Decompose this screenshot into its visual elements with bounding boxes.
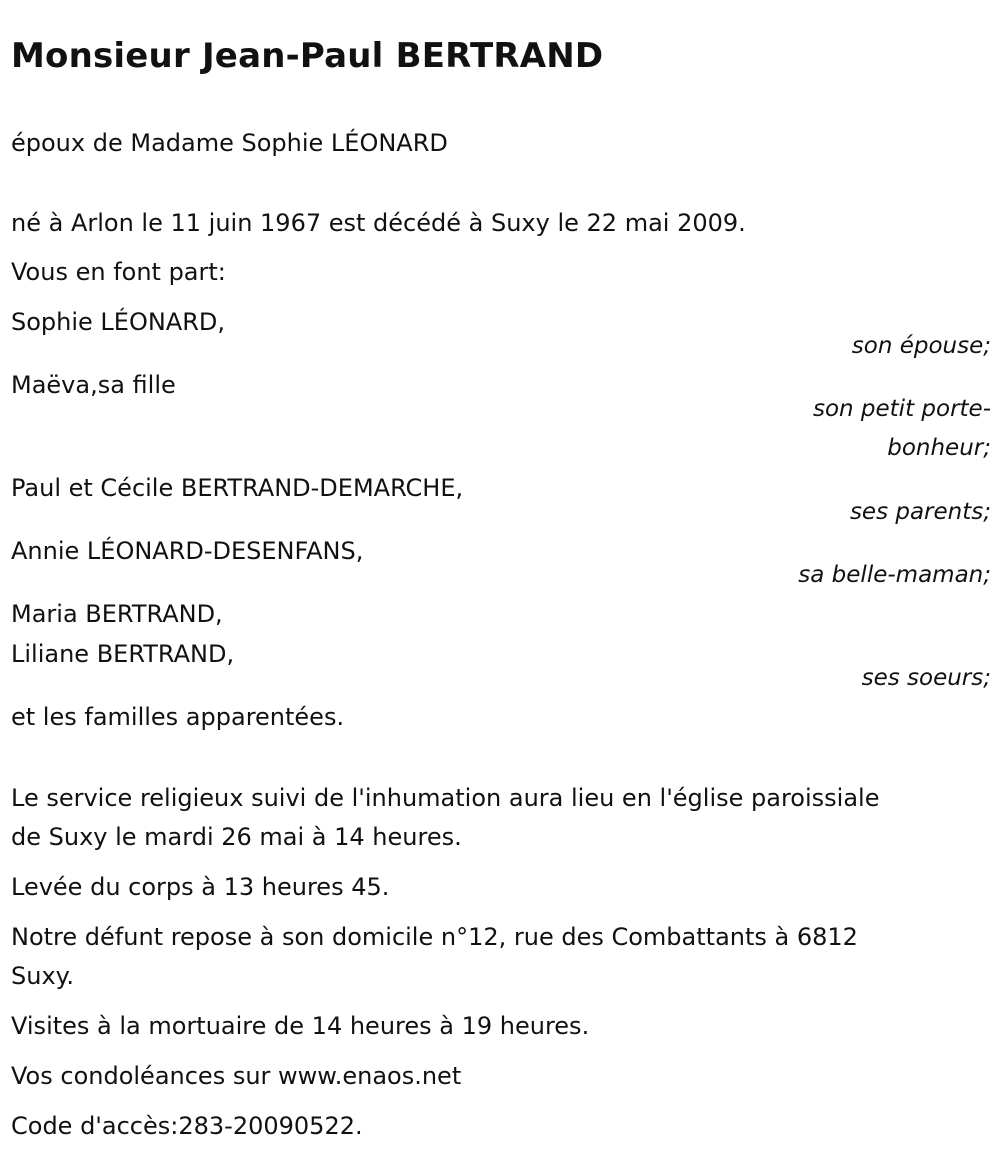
family-relation-spouse: son épouse; <box>851 333 991 359</box>
levee-line: Levée du corps à 13 heures 45. <box>11 873 390 901</box>
family-name-daughter: Maëva,sa fille <box>11 371 176 399</box>
announcement-line: Vous en font part: <box>11 258 226 286</box>
family-relation-sisters: ses soeurs; <box>861 665 991 691</box>
family-name-parents: Paul et Cécile BERTRAND-DEMARCHE, <box>11 474 464 502</box>
page-title: Monsieur Jean-Paul BERTRAND <box>11 36 604 76</box>
family-name-spouse: Sophie LÉONARD, <box>11 308 226 336</box>
condolences-line: Vos condoléances sur www.enaos.net <box>11 1062 462 1090</box>
birth-death-line: né à Arlon le 11 juin 1967 est décédé à Suxy le 22 mai 2009. <box>11 209 746 237</box>
repose-line-1: Notre défunt repose à son domicile n°12, rue des Combattants à 6812 <box>11 923 858 951</box>
family-name-sister-2: Liliane BERTRAND, <box>11 640 235 668</box>
family-name-mother-in-law: Annie LÉONARD-DESENFANS, <box>11 537 364 565</box>
family-name-sister-1: Maria BERTRAND, <box>11 600 223 628</box>
spouse-line: époux de Madame Sophie LÉONARD <box>11 129 448 157</box>
family-relation-parents: ses parents; <box>849 499 991 525</box>
service-line-2: de Suxy le mardi 26 mai à 14 heures. <box>11 823 462 851</box>
service-line-1: Le service religieux suivi de l'inhumation aura lieu en l'église paroissiale <box>11 784 880 812</box>
family-relation-daughter-line1: son petit porte- <box>812 396 991 422</box>
visits-line: Visites à la mortuaire de 14 heures à 19 heures. <box>11 1012 590 1040</box>
repose-line-2: Suxy. <box>11 962 75 990</box>
access-code-line: Code d'accès:283-20090522. <box>11 1112 363 1140</box>
family-relation-daughter-line2: bonheur; <box>887 435 991 461</box>
family-relation-mother-in-law: sa belle-maman; <box>798 562 991 588</box>
families-line: et les familles apparentées. <box>11 703 345 731</box>
